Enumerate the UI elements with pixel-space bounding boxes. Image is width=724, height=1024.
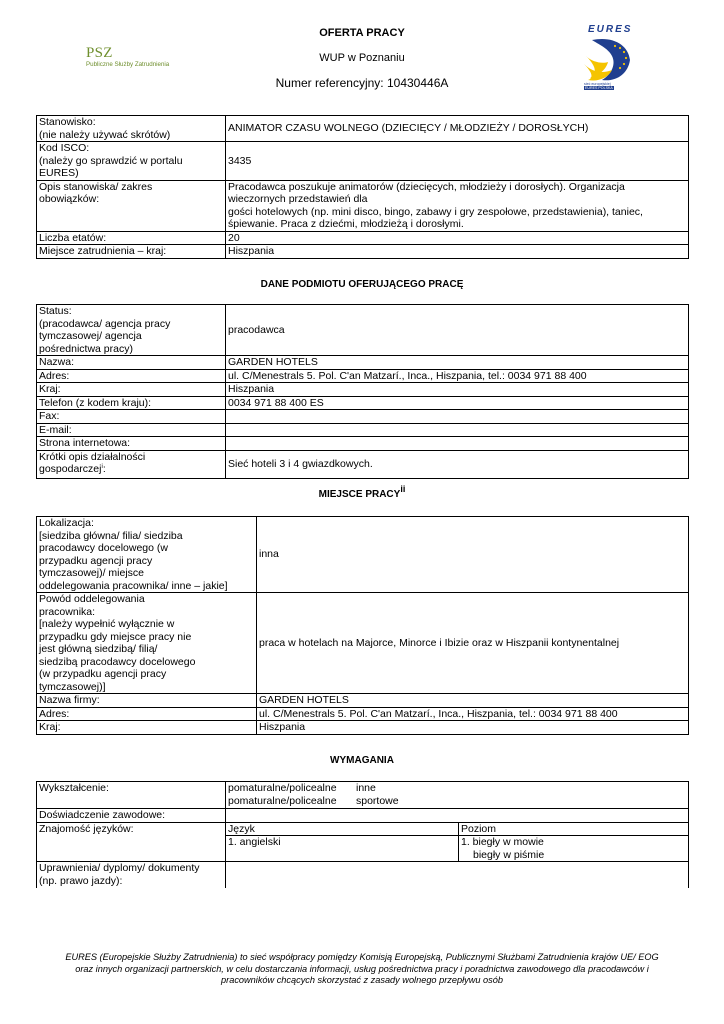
location-label — [37, 517, 257, 593]
activity-value: Sieć hoteli 3 i 4 gwiazdkowych. — [226, 450, 689, 478]
employer-email-label: E-mail: — [37, 423, 226, 437]
language-level-line: biegły w piśmie — [473, 848, 545, 861]
secondment-label-line: [należy wypełnić wyłącznie w — [39, 618, 175, 630]
eures-caption-line-1: sieć europejskiej — [584, 82, 611, 86]
employer-country-label: Kraj: — [37, 383, 226, 397]
vacancy-count-value: 20 — [226, 231, 689, 245]
employer-phone-label: Telefon (z kodem kraju): — [37, 396, 226, 410]
table-row — [37, 142, 689, 181]
footer-line: pracowników chcących skorzystać z zasady wolnego przepływu osób — [221, 975, 503, 985]
table-row — [37, 356, 689, 370]
experience-label: Doświadczenie zawodowe: — [37, 809, 226, 823]
table-row — [37, 517, 689, 593]
employer-fax-value — [226, 410, 689, 424]
activity-label — [37, 450, 226, 478]
language-level — [459, 836, 689, 862]
status-label-line: pośrednictwa pracy) — [39, 342, 133, 355]
table-row — [37, 180, 689, 231]
work-country-value: Hiszpania — [226, 245, 689, 259]
activity-label-line — [39, 463, 223, 478]
table-row — [37, 396, 689, 410]
position-label-line: Stanowisko: — [39, 116, 96, 128]
employer-heading: DANE PODMIOTU OFERUJĄCEGO PRACĘ — [260, 279, 464, 290]
work-country-label: Miejsce zatrudnienia – kraj: — [37, 245, 226, 259]
position-value: ANIMATOR CZASU WOLNEGO (DZIECIĘCY / MŁODZIEŻY / DOROSŁYCH) — [226, 116, 689, 142]
description-label — [37, 180, 226, 231]
table-row — [37, 245, 689, 259]
workplace-country-value: Hiszpania — [257, 721, 689, 735]
employer-country-value: Hiszpania — [226, 383, 689, 397]
location-label-line: [siedziba główna/ filia/ siedziba — [39, 529, 183, 542]
document-title: OFERTA PRACY — [319, 27, 405, 39]
workplace-heading — [0, 484, 724, 502]
languages-label: Znajomość języków: — [37, 822, 226, 862]
requirements-heading: WYMAGANIA — [330, 755, 394, 766]
secondment-label-line: (w przypadku agencji pracy — [39, 668, 167, 680]
secondment-label-line: siedzibą pracodawcy docelowego — [39, 655, 196, 668]
secondment-reason-label — [37, 593, 257, 694]
location-label-line: tymczasowej)/ miejsce — [39, 567, 145, 579]
certificates-label-line: Uprawnienia/ dyplomy/ dokumenty — [39, 862, 200, 874]
table-row — [37, 383, 689, 397]
workplace-table — [36, 516, 689, 735]
position-label-line: (nie należy używać skrótów) — [39, 128, 171, 141]
employer-fax-label: Fax: — [37, 410, 226, 424]
psz-logo-sub: Publiczne Służby Zatrudnienia — [86, 61, 170, 68]
table-row — [37, 694, 689, 708]
location-label-line: Lokalizacja: — [39, 517, 94, 529]
workplace-address-value: ul. C/Menestrals 5. Pol. C'an Matzarí., Inca., Hiszpania, tel.: 0034 971 88 400 — [257, 707, 689, 721]
certificates-value — [226, 862, 689, 888]
isco-label — [37, 142, 226, 181]
workplace-country-label: Kraj: — [37, 721, 257, 735]
isco-label-line: Kod ISCO: — [39, 142, 90, 154]
employer-address-label: Adres: — [37, 369, 226, 383]
description-line: gości hotelowych (np. mini disco, bingo, zabawy i gry zespołowe, przedstawienia), taniec, — [228, 205, 643, 218]
secondment-label-line: tymczasowej)] — [39, 680, 106, 693]
employer-name-value: GARDEN HOTELS — [226, 356, 689, 370]
table-row — [37, 437, 689, 451]
location-value: inna — [257, 517, 689, 593]
employer-name-label: Nazwa: — [37, 356, 226, 370]
description-line: śpiewanie. Praca z dziećmi, młodzieżą i dorosłymi. — [228, 218, 464, 230]
education-field: sportowe — [356, 794, 399, 807]
table-row — [37, 369, 689, 383]
description-line: wieczornych przedstawień dla — [228, 193, 368, 205]
position-label — [37, 116, 226, 142]
secondment-label-line: pracownika: — [39, 605, 96, 618]
footer-line: oraz innych organizacji partnerskich, w celu dostarczania informacji, usług pośrednictwa pracy i poradnictwa zawodowego dla pracodawców i — [75, 963, 649, 974]
status-label — [37, 305, 226, 356]
table-row — [37, 423, 689, 437]
table-row — [37, 809, 689, 823]
activity-label-text: gospodarczej — [39, 463, 102, 475]
education-label: Wykształcenie: — [37, 782, 226, 809]
experience-value — [226, 809, 689, 823]
description-label-line: obowiązków: — [39, 193, 100, 205]
psz-logo-main: PSZ — [86, 45, 113, 61]
location-label-line: przypadku agencji pracy — [39, 554, 153, 567]
table-row — [37, 782, 689, 809]
status-label-line: Status: — [39, 305, 72, 317]
isco-value: 3435 — [226, 142, 689, 181]
footer-line: EURES (Europejskie Służby Zatrudnienia) to sieć współpracy pomiędzy Komisją Europejską, Publicznymi Służbami Zatrudnienia krajów UE/ EOG — [65, 952, 659, 962]
company-name-label: Nazwa firmy: — [37, 694, 257, 708]
employer-website-label: Strona internetowa: — [37, 437, 226, 451]
eures-logo-text: EURES — [588, 24, 633, 35]
workplace-heading-text: MIEJSCE PRACY — [318, 489, 401, 500]
certificates-label — [37, 862, 226, 888]
secondment-label-line: przypadku gdy miejsce pracy nie — [39, 630, 192, 643]
status-label-line: tymczasowej/ agencja — [39, 330, 142, 342]
company-name-value: GARDEN HOTELS — [257, 694, 689, 708]
secondment-reason-value: praca w hotelach na Majorce, Minorce i Ibizie oraz w Hiszpanii kontynentalnej — [257, 593, 689, 694]
isco-label-line: (należy go sprawdzić w portalu — [39, 154, 183, 167]
document-subtitle: WUP w Poznaniu — [319, 52, 405, 64]
table-row — [37, 305, 689, 356]
footnote-marker: ii — [400, 484, 406, 494]
status-value: pracodawca — [226, 305, 689, 356]
eures-footer-note — [36, 952, 688, 987]
employer-email-value — [226, 423, 689, 437]
level-column-header: Poziom — [459, 822, 689, 836]
reference-number: Numer referencyjny: 10430446A — [275, 76, 449, 90]
table-row — [37, 231, 689, 245]
job-table — [36, 115, 689, 259]
education-entry — [228, 795, 686, 808]
table-row — [37, 593, 689, 694]
employer-phone-value: 0034 971 88 400 ES — [226, 396, 689, 410]
secondment-label-line: jest główną siedzibą/ filią/ — [39, 643, 158, 655]
description-label-line: Opis stanowiska/ zakres — [39, 180, 153, 193]
status-label-line: (pracodawca/ agencja pracy — [39, 317, 171, 330]
description-value — [226, 180, 689, 231]
footnote-marker: i — [101, 464, 103, 470]
location-label-line: pracodawcy docelowego (w — [39, 542, 168, 554]
employer-website-value — [226, 437, 689, 451]
certificates-label-line: (np. prawo jazdy): — [39, 874, 123, 887]
table-row — [37, 862, 689, 888]
table-row — [37, 822, 689, 836]
table-row — [37, 721, 689, 735]
education-level: pomaturalne/policealne — [228, 782, 337, 794]
education-value — [226, 782, 689, 809]
table-row — [37, 410, 689, 424]
education-level: pomaturalne/policealne — [228, 794, 337, 807]
education-field: inne — [356, 782, 376, 794]
requirements-table — [36, 781, 689, 888]
secondment-label-line: Powód oddelegowania — [39, 593, 145, 605]
employer-address-value: ul. C/Menestrals 5. Pol. C'an Matzarí., Inca., Hiszpania, tel.: 0034 971 88 400 — [226, 369, 689, 383]
activity-label-line: Krótki opis działalności — [39, 450, 146, 463]
description-line: Pracodawca poszukuje animatorów (dziecięcych, młodzieży i dorosłych). Organizacja — [228, 180, 625, 193]
isco-label-line: EURES) — [39, 167, 79, 179]
vacancy-count-label: Liczba etatów: — [37, 231, 226, 245]
workplace-address-label: Adres: — [37, 707, 257, 721]
language-name: 1. angielski — [226, 836, 459, 862]
activity-label-colon: : — [102, 463, 106, 475]
location-label-line: oddelegowania pracownika/ inne – jakie] — [39, 579, 228, 592]
language-column-header: Język — [226, 822, 459, 836]
eures-caption-line-2: EURES POLSKA — [585, 86, 613, 90]
table-row — [37, 707, 689, 721]
employer-table — [36, 304, 689, 479]
language-level-line: 1. biegły w mowie — [461, 836, 544, 848]
table-row — [37, 116, 689, 142]
table-row — [37, 450, 689, 478]
education-entry — [228, 782, 686, 795]
